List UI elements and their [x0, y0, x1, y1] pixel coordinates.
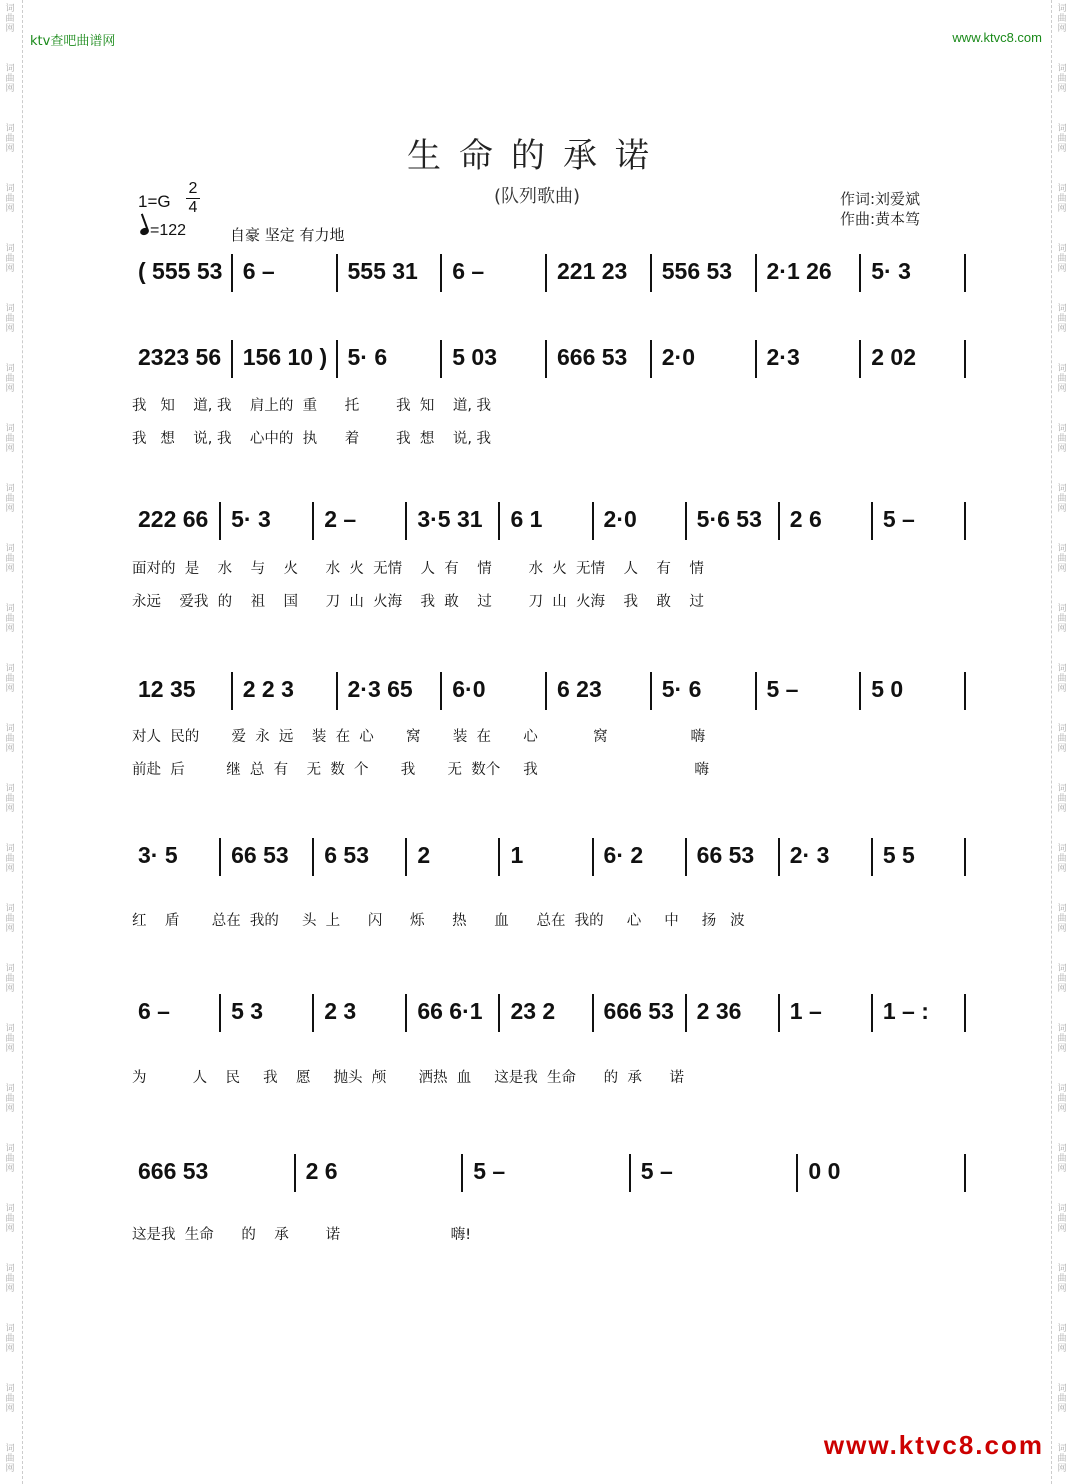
measure-notes: 2·0 — [661, 344, 695, 370]
song-title: 生命的承诺 — [407, 136, 667, 176]
edge-watermark-text: 词 曲 网 — [5, 904, 15, 934]
bar-line — [650, 672, 652, 710]
bar-line — [545, 340, 547, 378]
edge-watermark-text: 词 曲 网 — [5, 604, 15, 634]
bar-line — [859, 672, 861, 710]
measure-notes: 5 0 — [871, 676, 904, 702]
lyric-line: 永远 爱我 的 祖 国 刀 山 火海 我 敢 过 刀 山 火海 我 敢 过 — [132, 594, 704, 610]
bar-line — [964, 838, 966, 876]
edge-watermark-text: 词 曲 网 — [1057, 1384, 1067, 1414]
bar-line — [755, 254, 757, 292]
edge-watermark-text: 词 曲 网 — [5, 1264, 15, 1294]
measure-notes: 5 5 — [882, 842, 915, 868]
site-name-left: ktv查吧曲谱网 — [30, 34, 116, 49]
lyric-line: 前赴 后 继 总 有 无 数 个 我 无 数个 我 嗨 — [132, 762, 710, 778]
edge-watermark-text: 词 曲 网 — [1057, 1024, 1067, 1054]
measure-notes: 5 – — [882, 506, 915, 532]
edge-watermark-text: 词 曲 网 — [1057, 724, 1067, 754]
expression-mark: 自豪 坚定 有力地 — [230, 226, 345, 244]
measure-notes: 2 3 — [324, 998, 357, 1024]
edge-watermark-text: 词 曲 网 — [1057, 1324, 1067, 1354]
measure-notes: 23 2 — [510, 998, 556, 1024]
measure-notes: 2 6 — [305, 1158, 338, 1184]
bar-line — [219, 502, 221, 540]
bar-line — [219, 994, 221, 1032]
bar-line — [964, 994, 966, 1032]
bar-line — [312, 502, 314, 540]
measure-notes: 1 – : — [882, 998, 929, 1024]
bar-line — [778, 502, 780, 540]
measure-notes: 5 – — [473, 1158, 506, 1184]
bar-line — [871, 502, 873, 540]
edge-watermark-text: 词 曲 网 — [1057, 964, 1067, 994]
bar-line — [964, 672, 966, 710]
bar-line — [219, 838, 221, 876]
measure-notes: 6 – — [452, 258, 485, 284]
bar-line — [650, 254, 652, 292]
bar-line — [498, 502, 500, 540]
lyric-line: 对人 民的 爱 永 远 装 在 心 窝 装 在 心 窝 嗨 — [132, 729, 706, 745]
bar-line — [778, 994, 780, 1032]
bar-line — [231, 672, 233, 710]
song-subtitle: (队列歌曲) — [493, 186, 581, 207]
measure-notes: 221 23 — [557, 258, 628, 284]
edge-watermark-text: 词 曲 网 — [5, 784, 15, 814]
bar-line — [964, 502, 966, 540]
measure-notes: 2·0 — [603, 506, 637, 532]
left-margin-watermark — [0, 0, 23, 1484]
bar-line — [336, 254, 338, 292]
edge-watermark-text: 词 曲 网 — [1057, 364, 1067, 394]
edge-watermark-text: 词 曲 网 — [1057, 904, 1067, 934]
measure-notes: 6 – — [242, 258, 275, 284]
bar-line — [405, 994, 407, 1032]
quarter-note-icon — [139, 227, 150, 237]
measure-notes: 666 53 — [557, 344, 628, 370]
measure-notes: 666 53 — [603, 998, 674, 1024]
edge-watermark-text: 词 曲 网 — [1057, 844, 1067, 874]
key-signature: 1=G — [138, 192, 171, 211]
measure-notes: 5· 3 — [871, 258, 911, 284]
edge-watermark-text: 词 曲 网 — [1057, 4, 1067, 34]
bar-line — [545, 672, 547, 710]
measure-notes: 6·0 — [452, 676, 486, 702]
bar-line — [440, 672, 442, 710]
bar-line — [964, 340, 966, 378]
edge-watermark-text: 词 曲 网 — [1057, 784, 1067, 814]
measure-notes: 2 6 — [789, 506, 822, 532]
bar-line — [231, 340, 233, 378]
bar-line — [440, 340, 442, 378]
edge-watermark-text: 词 曲 网 — [5, 544, 15, 574]
measure-notes: 5 – — [766, 676, 799, 702]
edge-watermark-text: 词 曲 网 — [1057, 244, 1067, 274]
edge-watermark-text: 词 曲 网 — [1057, 184, 1067, 214]
bar-line — [592, 838, 594, 876]
measure-notes: 556 53 — [661, 258, 733, 284]
bar-line — [498, 838, 500, 876]
bar-line — [405, 838, 407, 876]
lyric-line: 我 知 道, 我 肩上的 重 托 我 知 道, 我 — [132, 398, 492, 414]
lyric-line: 为 人 民 我 愿 抛头 颅 洒热 血 这是我 生命 的 承 诺 — [132, 1070, 685, 1086]
edge-watermark-text: 词 曲 网 — [1057, 1444, 1067, 1474]
edge-watermark-text: 词 曲 网 — [5, 1144, 15, 1174]
measure-notes: 0 0 — [808, 1158, 841, 1184]
measure-notes: 2· 3 — [789, 842, 830, 868]
edge-watermark-text: 词 曲 网 — [5, 364, 15, 394]
bar-line — [405, 502, 407, 540]
edge-watermark-text: 词 曲 网 — [5, 1384, 15, 1414]
bar-line — [685, 838, 687, 876]
measure-notes: 6 – — [138, 998, 170, 1024]
measure-notes: 156 10 ) — [242, 344, 328, 370]
edge-watermark-text: 词 曲 网 — [1057, 604, 1067, 634]
edge-watermark-text: 词 曲 网 — [1057, 1264, 1067, 1294]
bar-line — [871, 994, 873, 1032]
bar-line — [859, 254, 861, 292]
edge-watermark-text: 词 曲 网 — [1057, 64, 1067, 94]
measure-notes: 2 – — [324, 506, 357, 532]
measure-notes: 66 6·1 — [417, 998, 483, 1024]
lyric-line: 我 想 说, 我 心中的 执 着 我 想 说, 我 — [132, 431, 492, 447]
measure-notes: 2 2 3 — [242, 676, 294, 702]
bar-line — [498, 994, 500, 1032]
bar-line — [294, 1154, 296, 1192]
measure-notes: 6 23 — [557, 676, 602, 702]
bar-line — [859, 340, 861, 378]
measure-notes: 5· 3 — [231, 506, 271, 532]
bar-line — [755, 340, 757, 378]
edge-watermark-text: 词 曲 网 — [1057, 484, 1067, 514]
bar-line — [964, 1154, 966, 1192]
measure-notes: 2·3 65 — [347, 676, 413, 702]
measure-notes: 2 — [417, 842, 431, 868]
time-top: 2 — [188, 180, 198, 197]
tempo-value: =122 — [150, 222, 187, 239]
bar-line — [796, 1154, 798, 1192]
measure-notes: 2 02 — [871, 344, 917, 370]
measure-notes: 555 31 — [347, 258, 418, 284]
bar-line — [685, 502, 687, 540]
measure-notes: 1 — [510, 842, 524, 868]
edge-watermark-text: 词 曲 网 — [5, 1024, 15, 1054]
measure-notes: 5 – — [640, 1158, 673, 1184]
edge-watermark-text: 词 曲 网 — [1057, 424, 1067, 454]
bar-line — [629, 1154, 631, 1192]
measure-notes: 5 3 — [231, 998, 264, 1024]
bar-line — [312, 838, 314, 876]
edge-watermark-text: 词 曲 网 — [5, 124, 15, 154]
bar-line — [231, 254, 233, 292]
edge-watermark-text: 词 曲 网 — [5, 304, 15, 334]
lyric-line: 这是我 生命 的 承 诺 嗨! — [132, 1227, 472, 1243]
measure-notes: 5 03 — [452, 344, 498, 370]
edge-watermark-text: 词 曲 网 — [5, 424, 15, 454]
measure-notes: 12 35 — [138, 676, 196, 702]
measure-notes: 1 – — [789, 998, 822, 1024]
lyric-line: 红 盾 总在 我的 头 上 闪 烁 热 血 总在 我的 心 中 扬 波 — [132, 913, 745, 929]
edge-watermark-text: 词 曲 网 — [5, 1204, 15, 1234]
bar-line — [592, 994, 594, 1032]
time-signature — [186, 180, 200, 217]
measure-notes: 6 53 — [324, 842, 369, 868]
edge-watermark-text: 词 曲 网 — [5, 964, 15, 994]
edge-watermark-text: 词 曲 网 — [5, 1324, 15, 1354]
bar-line — [336, 672, 338, 710]
edge-watermark-text: 词 曲 网 — [1057, 664, 1067, 694]
edge-watermark-text: 词 曲 网 — [5, 484, 15, 514]
bar-line — [755, 672, 757, 710]
measure-notes: 5·6 53 — [696, 506, 762, 532]
edge-watermark-text: 词 曲 网 — [1057, 1144, 1067, 1174]
bar-line — [545, 254, 547, 292]
bar-line — [778, 838, 780, 876]
bar-line — [461, 1154, 463, 1192]
measure-notes: 222 66 — [138, 506, 209, 532]
bar-line — [440, 254, 442, 292]
bar-line — [592, 502, 594, 540]
edge-watermark-text: 词 曲 网 — [5, 244, 15, 274]
bar-line — [871, 838, 873, 876]
edge-watermark-text: 词 曲 网 — [5, 1444, 15, 1474]
bar-line — [650, 340, 652, 378]
measure-notes: ( 555 53 — [138, 258, 223, 284]
edge-watermark-text: 词 曲 网 — [5, 64, 15, 94]
edge-watermark-text: 词 曲 网 — [5, 4, 15, 34]
edge-watermark-text: 词 曲 网 — [5, 844, 15, 874]
edge-watermark-text: 词 曲 网 — [1057, 544, 1067, 574]
edge-watermark-text: 词 曲 网 — [1057, 304, 1067, 334]
lyricist-credit: 作词:刘爱斌 — [840, 190, 921, 208]
edge-watermark-text: 词 曲 网 — [1057, 1084, 1067, 1114]
bar-line — [312, 994, 314, 1032]
bar-line — [964, 254, 966, 292]
bar-line — [685, 994, 687, 1032]
composer-credit: 作曲:黄本笃 — [840, 210, 921, 228]
bar-line — [336, 340, 338, 378]
edge-watermark-text: 词 曲 网 — [5, 1084, 15, 1114]
tempo-mark — [140, 222, 186, 240]
right-margin-watermark — [1051, 0, 1074, 1484]
measure-notes: 2323 56 — [138, 344, 222, 370]
measure-notes: 66 53 — [231, 842, 289, 868]
measure-notes: 3·5 31 — [417, 506, 483, 532]
edge-watermark-text: 词 曲 网 — [1057, 1204, 1067, 1234]
edge-watermark-text: 词 曲 网 — [5, 724, 15, 754]
measure-notes: 5· 6 — [347, 344, 388, 370]
measure-notes: 5· 6 — [661, 676, 702, 702]
footer-logo: www.ktvc8.com — [823, 1430, 1044, 1460]
measure-notes: 666 53 — [138, 1158, 209, 1184]
edge-watermark-text: 词 曲 网 — [5, 184, 15, 214]
lyric-line: 面对的 是 水 与 火 水 火 无情 人 有 情 水 火 无情 人 有 情 — [132, 561, 704, 577]
site-url-right[interactable]: www.ktvc8.com — [952, 30, 1042, 45]
measure-notes: 6 1 — [510, 506, 543, 532]
measure-notes: 2 36 — [696, 998, 742, 1024]
edge-watermark-text: 词 曲 网 — [1057, 124, 1067, 154]
measure-notes: 2·3 — [766, 344, 800, 370]
edge-watermark-text: 词 曲 网 — [5, 664, 15, 694]
measure-notes: 2·1 26 — [766, 258, 832, 284]
measure-notes: 66 53 — [696, 842, 755, 868]
measure-notes: 3· 5 — [138, 842, 178, 868]
time-bottom: 4 — [188, 199, 198, 216]
measure-notes: 6· 2 — [603, 842, 644, 868]
